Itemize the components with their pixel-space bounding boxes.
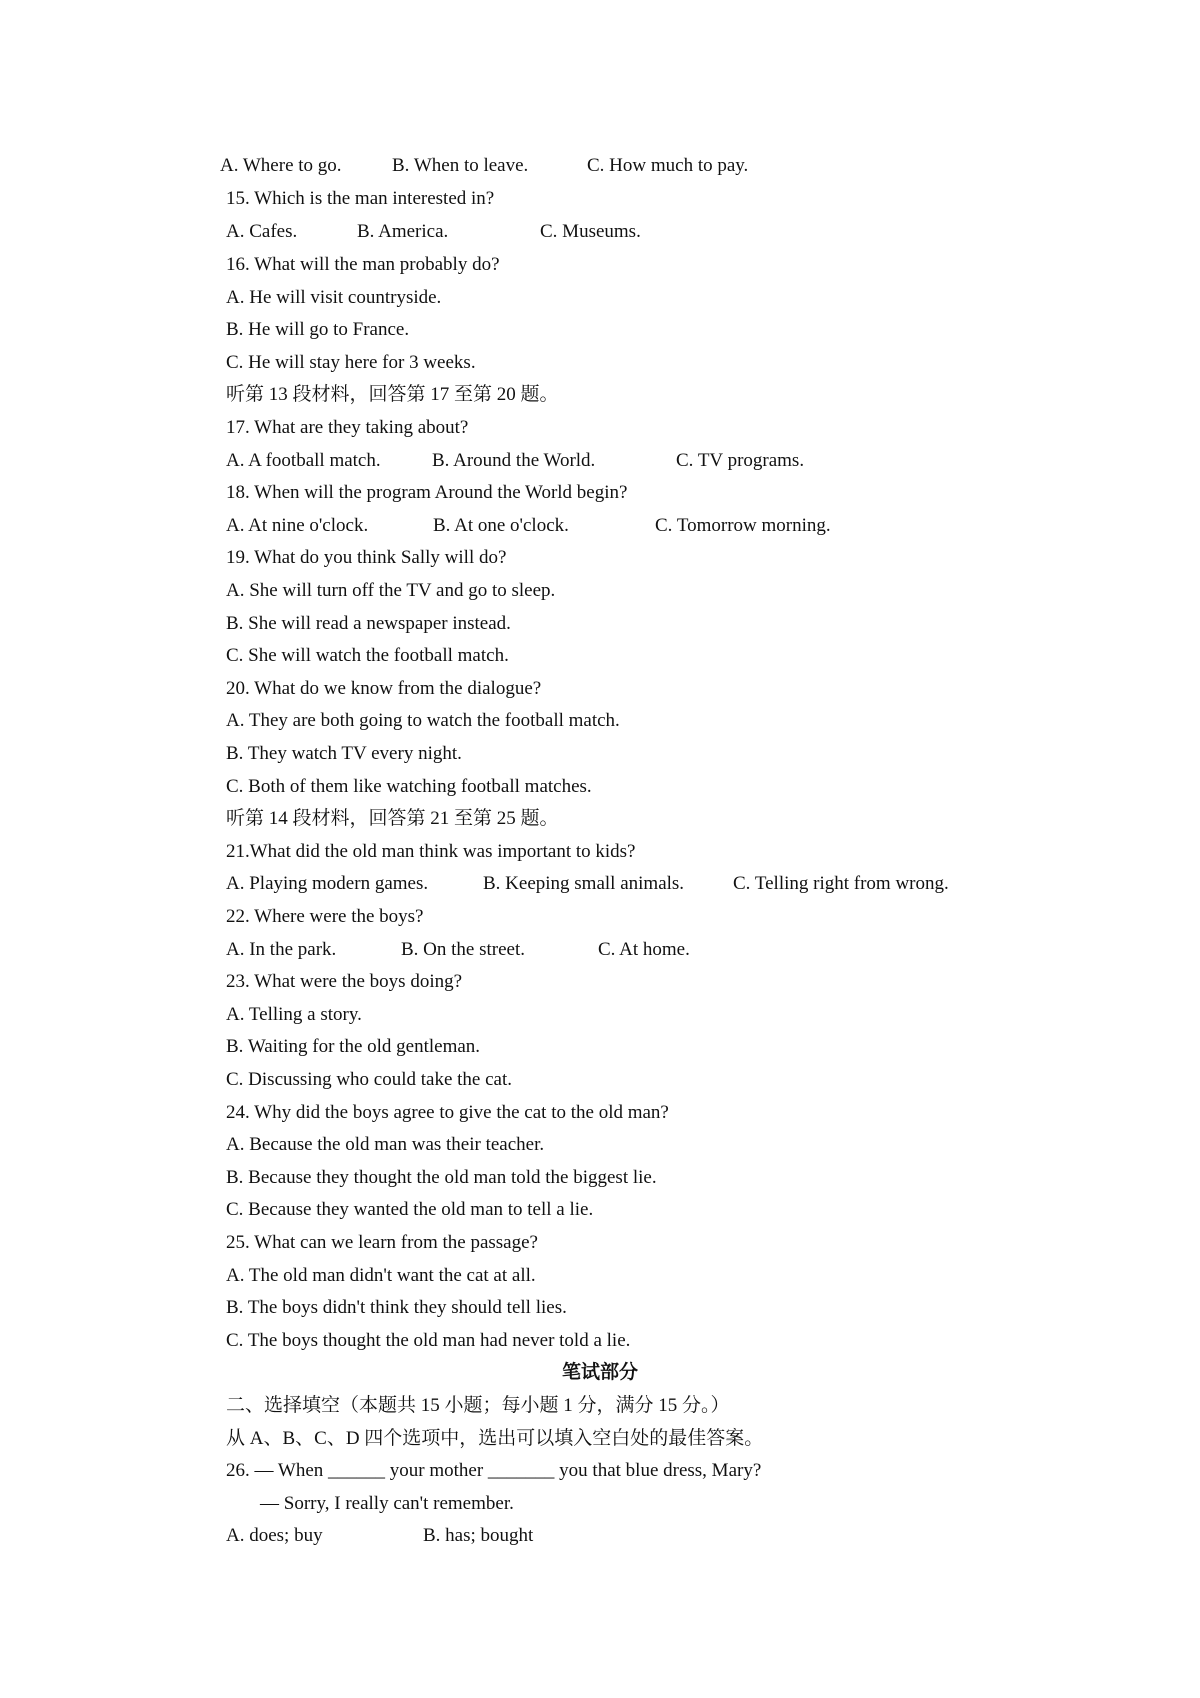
q24-option-a: A. Because the old man was their teacher. (226, 1134, 545, 1155)
q17-option-b: B. Around the World. (432, 450, 596, 471)
q17-options (226, 449, 804, 473)
q20-option-b: B. They watch TV every night. (226, 743, 462, 764)
part2-instruction: 从 A、B、C、D 四个选项中，选出可以填入空白处的最佳答案。 (226, 1428, 764, 1449)
q24-option-c: C. Because they wanted the old man to tell a lie. (226, 1199, 594, 1220)
q21-options (226, 872, 949, 896)
q22-option-b: B. On the street. (401, 939, 526, 960)
q24-question: 24. Why did the boys agree to give the cat to the old man? (226, 1102, 669, 1123)
q22-option-a: A. In the park. (226, 939, 337, 960)
q23-option-c: C. Discussing who could take the cat. (226, 1069, 513, 1090)
q22-option-c: C. At home. (598, 939, 690, 960)
q15-option-c: C. Museums. (540, 221, 641, 242)
q26-option-b: B. has; bought (423, 1525, 534, 1546)
q15-option-a: A. Cafes. (226, 221, 298, 242)
q18-option-c: C. Tomorrow morning. (655, 515, 831, 536)
q23-question: 23. What were the boys doing? (226, 971, 463, 992)
q19-option-b: B. She will read a newspaper instead. (226, 613, 511, 634)
q25-option-c: C. The boys thought the old man had never told a lie. (226, 1330, 631, 1351)
q20-question: 20. What do we know from the dialogue? (226, 678, 542, 699)
q21-option-b: B. Keeping small animals. (483, 873, 685, 894)
q15-options (226, 220, 641, 244)
q26-options (226, 1524, 533, 1548)
q22-options (226, 938, 690, 962)
q18-option-a: A. At nine o'clock. (226, 515, 369, 536)
q17-option-a: A. A football match. (226, 450, 381, 471)
q26-reply: — Sorry, I really can't remember. (260, 1493, 514, 1514)
q21-option-a: A. Playing modern games. (226, 873, 429, 894)
q18-option-b: B. At one o'clock. (433, 515, 569, 536)
q20-option-c: C. Both of them like watching football matches. (226, 776, 592, 797)
written-section-heading: 笔试部分 (561, 1362, 638, 1383)
q14-options (220, 154, 748, 178)
q18-options (226, 514, 831, 538)
q16-option-c: C. He will stay here for 3 weeks. (226, 352, 476, 373)
q21-question: 21.What did the old man think was important to kids? (226, 841, 636, 862)
q15-question: 15. Which is the man interested in? (226, 188, 495, 209)
q14-option-a: A. Where to go. (220, 155, 342, 176)
q16-option-a: A. He will visit countryside. (226, 287, 442, 308)
q24-option-b: B. Because they thought the old man told the biggest lie. (226, 1167, 657, 1188)
q25-option-b: B. The boys didn't think they should tell lies. (226, 1297, 567, 1318)
q19-question: 19. What do you think Sally will do? (226, 547, 507, 568)
q25-option-a: A. The old man didn't want the cat at all. (226, 1265, 536, 1286)
q23-option-b: B. Waiting for the old gentleman. (226, 1036, 481, 1057)
q15-option-b: B. America. (357, 221, 449, 242)
section-13-instruction: 听第 13 段材料，回答第 17 至第 20 题。 (226, 384, 559, 405)
q26-option-a: A. does; buy (226, 1525, 323, 1546)
q19-option-a: A. She will turn off the TV and go to sleep. (226, 580, 556, 601)
q21-option-c: C. Telling right from wrong. (733, 873, 949, 894)
q22-question: 22. Where were the boys? (226, 906, 424, 927)
q17-question: 17. What are they taking about? (226, 417, 469, 438)
part2-title: 二、选择填空（本题共 15 小题；每小题 1 分，满分 15 分。） (226, 1395, 730, 1416)
q18-question: 18. When will the program Around the World begin? (226, 482, 628, 503)
section-14-instruction: 听第 14 段材料，回答第 21 至第 25 题。 (226, 808, 559, 829)
q25-question: 25. What can we learn from the passage? (226, 1232, 538, 1253)
q23-option-a: A. Telling a story. (226, 1004, 362, 1025)
q19-option-c: C. She will watch the football match. (226, 645, 509, 666)
q16-question: 16. What will the man probably do? (226, 254, 500, 275)
q14-option-c: C. How much to pay. (587, 155, 749, 176)
q26-question: 26. — When ______ your mother _______ you that blue dress, Mary? (226, 1460, 762, 1481)
q16-option-b: B. He will go to France. (226, 319, 410, 340)
q14-option-b: B. When to leave. (392, 155, 529, 176)
q17-option-c: C. TV programs. (676, 450, 805, 471)
q20-option-a: A. They are both going to watch the football match. (226, 710, 620, 731)
